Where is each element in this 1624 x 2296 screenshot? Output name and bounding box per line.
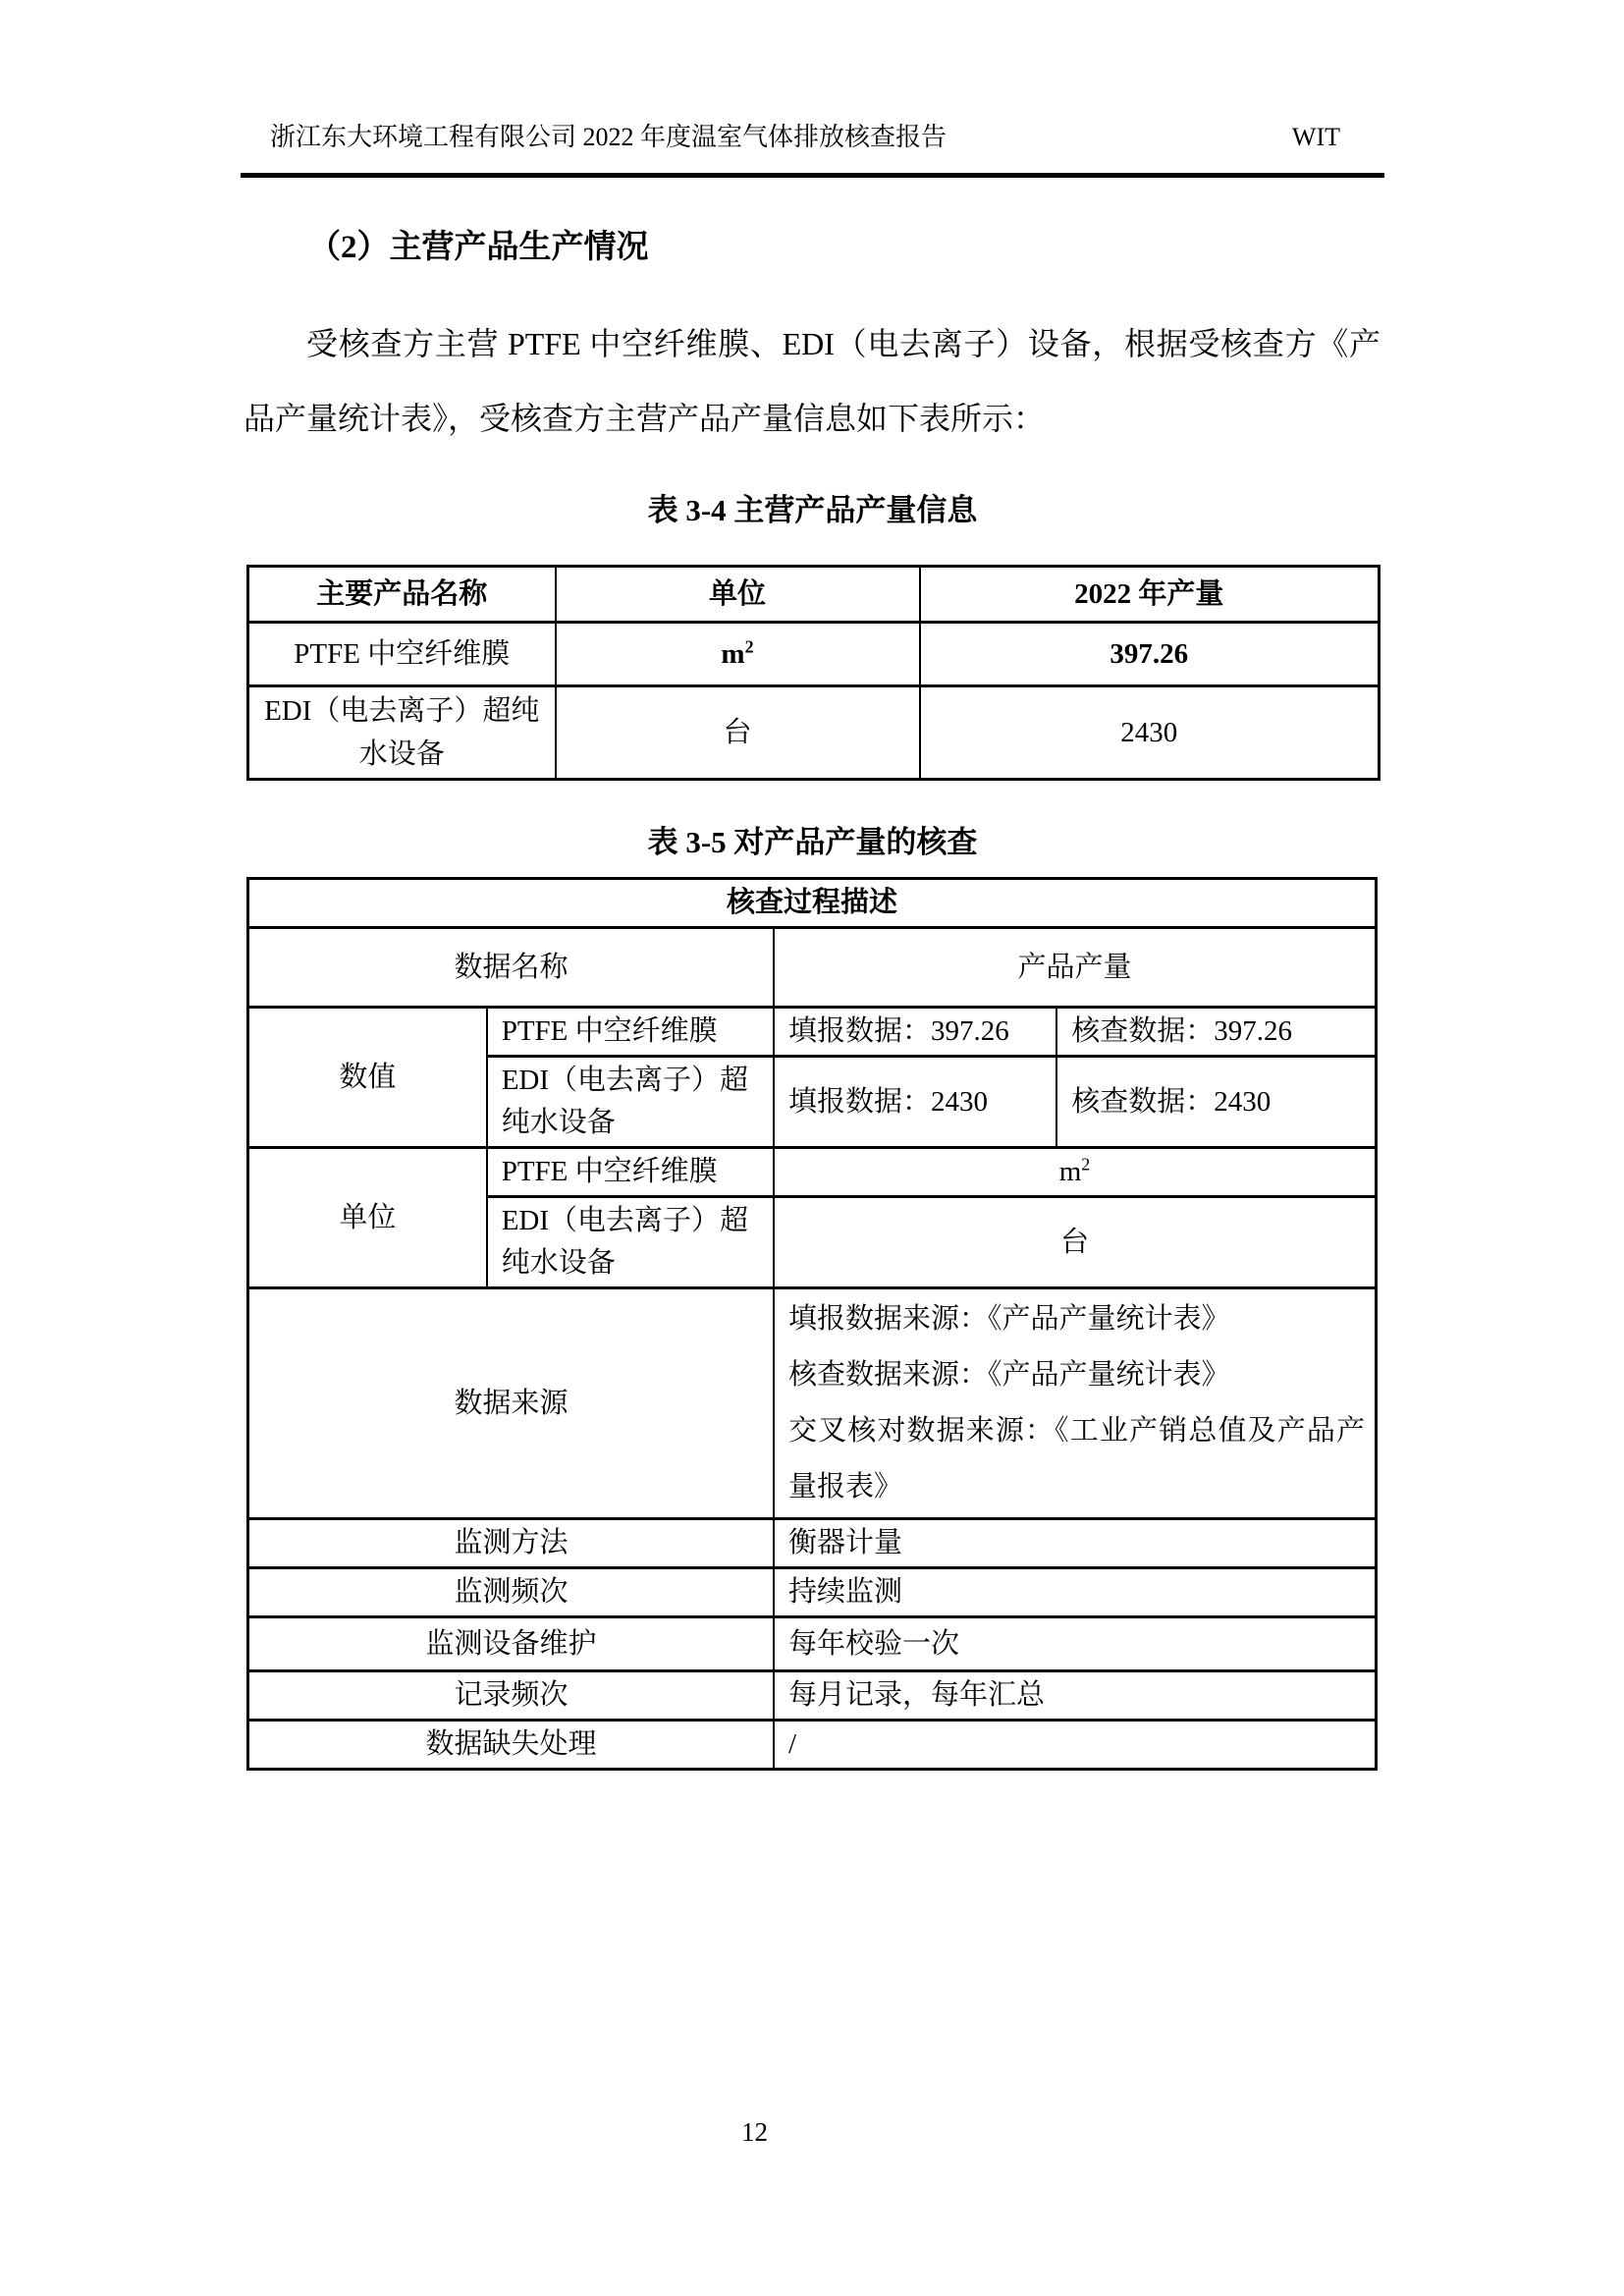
product-name-cell: PTFE 中空纤维膜 <box>248 623 556 686</box>
table-row <box>248 1288 1377 1519</box>
data-name-label-cell: 数据名称 <box>248 928 774 1008</box>
unit-superscript: 2 <box>744 636 754 657</box>
monitoring-label-cell: 数据缺失处理 <box>248 1721 774 1770</box>
product-cell: PTFE 中空纤维膜 <box>487 1148 774 1197</box>
data-source-lines-cell <box>774 1288 1377 1519</box>
monitoring-label-cell: 记录频次 <box>248 1671 774 1721</box>
unit-cell <box>556 623 920 686</box>
header-right-mark: WIT <box>1291 123 1340 151</box>
column-header-product: 主要产品名称 <box>248 567 556 623</box>
unit-cell: 台 <box>556 686 920 780</box>
source-line: 核查数据来源：《产品产量统计表》 <box>787 1359 1230 1391</box>
data-name-value-cell: 产品产量 <box>774 928 1377 1008</box>
product-cell: EDI（电去离子）超纯水设备 <box>487 1197 774 1288</box>
table-row <box>248 1148 1377 1197</box>
monitoring-value-cell: / <box>774 1721 1377 1770</box>
table-3-5-caption: 表 3-5 对产品产量的核查 <box>647 825 978 859</box>
table-row <box>248 928 1377 1008</box>
unit-base: m <box>1058 1156 1082 1187</box>
table-row <box>248 1008 1377 1057</box>
table-row <box>248 1568 1377 1617</box>
column-header-output: 2022 年产量 <box>920 567 1380 623</box>
table-3-4-caption: 表 3-4 主营产品产量信息 <box>647 493 978 527</box>
section-heading: （2）主营产品生产情况 <box>308 230 649 265</box>
intro-paragraph: 受核查方主营 PTFE 中空纤维膜、EDI（电去离子）设备，根据受核查方《产品产量统计表》，受核查方主营产品产量信息如下表所示： <box>244 326 1380 436</box>
table-3-5 <box>246 877 1378 1771</box>
table-row <box>248 1721 1377 1770</box>
unit-superscript: 2 <box>1081 1154 1091 1175</box>
monitoring-value-cell: 持续监测 <box>774 1568 1377 1617</box>
monitoring-label-cell: 监测频次 <box>248 1568 774 1617</box>
header-rule <box>241 173 1384 178</box>
page-number: 12 <box>741 2117 768 2147</box>
table-row <box>248 1671 1377 1721</box>
unit-base: m <box>721 638 745 670</box>
output-cell: 397.26 <box>920 623 1380 686</box>
unit-value-cell: 台 <box>774 1197 1377 1288</box>
reported-data-cell: 填报数据：397.26 <box>774 1008 1056 1057</box>
reported-data-cell: 填报数据：2430 <box>774 1057 1056 1148</box>
output-cell: 2430 <box>920 686 1380 780</box>
monitoring-label-cell: 监测方法 <box>248 1519 774 1568</box>
table-row <box>248 567 1380 623</box>
verified-data-cell: 核查数据：2430 <box>1056 1057 1376 1148</box>
page-header <box>241 120 1384 155</box>
monitoring-value-cell: 衡器计量 <box>774 1519 1377 1568</box>
unit-section-label-cell: 单位 <box>248 1148 487 1288</box>
table-row <box>248 686 1380 780</box>
value-section-label-cell: 数值 <box>248 1008 487 1148</box>
product-cell: EDI（电去离子）超纯水设备 <box>487 1057 774 1148</box>
source-line: 填报数据来源：《产品产量统计表》 <box>787 1303 1230 1335</box>
table-row <box>248 1617 1377 1671</box>
product-cell: PTFE 中空纤维膜 <box>487 1008 774 1057</box>
table-3-4 <box>246 565 1380 781</box>
monitoring-value-cell: 每月记录，每年汇总 <box>774 1671 1377 1721</box>
unit-value-cell <box>774 1148 1377 1197</box>
monitoring-label-cell: 监测设备维护 <box>248 1617 774 1671</box>
table-row <box>248 879 1377 928</box>
table-row <box>248 623 1380 686</box>
monitoring-value-cell: 每年校验一次 <box>774 1617 1377 1671</box>
source-line: 交叉核对数据来源：《工业产销总值及产品产量报表》 <box>787 1415 1365 1503</box>
process-header-cell: 核查过程描述 <box>248 879 1377 928</box>
data-source-label-cell: 数据来源 <box>248 1288 774 1519</box>
verified-data-cell: 核查数据：397.26 <box>1056 1008 1376 1057</box>
product-name-cell: EDI（电去离子）超纯水设备 <box>248 686 556 780</box>
table-row <box>248 1519 1377 1568</box>
header-report-title: 浙江东大环境工程有限公司 2022 年度温室气体排放核查报告 <box>270 123 947 151</box>
column-header-unit: 单位 <box>556 567 920 623</box>
